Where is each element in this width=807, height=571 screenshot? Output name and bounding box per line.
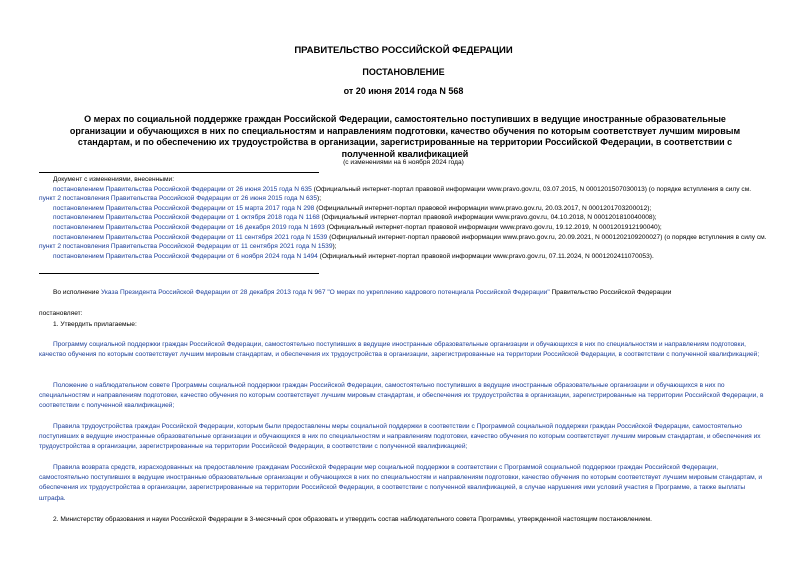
change-link[interactable]: постановлением Правительства Российской Федерации от 15 марта 2017 года N 298 bbox=[53, 204, 315, 212]
change-item bbox=[39, 213, 769, 223]
approved-regulation bbox=[39, 381, 769, 412]
change-text: (Официальный интернет-портал правовой информации www.pravo.gov.ru, 20.03.2017, N 0001201703200012); bbox=[314, 204, 652, 212]
approved-employment-rules bbox=[39, 422, 769, 453]
change-link[interactable]: постановлением Правительства Российской Федерации от 1 октября 2018 года N 1168 bbox=[53, 214, 320, 222]
change-link-secondary[interactable]: пункт 2 постановления Правительства Российской Федерации от 26 июня 2015 года N 635 bbox=[39, 195, 318, 203]
approved-program bbox=[39, 340, 769, 360]
change-item bbox=[39, 233, 769, 252]
change-link-secondary[interactable]: пункт 2 постановления Правительства Российской Федерации от 11 сентября 2021 года N 1539 bbox=[39, 243, 333, 251]
change-item bbox=[39, 252, 769, 262]
point-2-wrapper bbox=[39, 515, 769, 525]
change-tail: ); bbox=[317, 195, 322, 203]
change-item bbox=[39, 204, 769, 214]
bottom-divider bbox=[39, 273, 319, 274]
change-item bbox=[39, 185, 769, 204]
doc-type-heading: ПОСТАНОВЛЕНИЕ bbox=[362, 67, 445, 77]
change-text: (Официальный интернет-портал правовой информации www.pravo.gov.ru, 20.09.2021, N 0001202109200027) (о порядке вступления в силу см. bbox=[327, 233, 767, 241]
preamble bbox=[39, 288, 769, 298]
preamble-prefix: Во исполнение bbox=[53, 289, 101, 296]
approved-program-link[interactable]: Программу социальной поддержки граждан Российской Федерации, самостоятельно поступивших в ведущие иностранные образовательные организации и обучающихся в них по специальностям и направлениям подготовки, качество обучения по которым соответствует лучшим мировым стандартам, и обеспечения их трудоустройства в организации, зарегистрированные на территории Российской Федерации, в соответствии с полученной квалификацией; bbox=[39, 341, 760, 359]
change-text: (Официальный интернет-портал правовой информации www.pravo.gov.ru, 07.11.2024, N 0001202411070053). bbox=[317, 252, 654, 260]
approved-employment-rules-link[interactable]: Правила трудоустройства граждан Российской Федерации, которым были предоставлены меры социальной поддержки в соответствии с Программой социальной поддержки граждан Российской Федерации, самостоятельно поступивших в ведущие иностранные образовательные организации и обучающихся в них по специальностям и направлениям подготовки, качество обучения по которым соответствует лучшим мировым стандартам, и обеспечения их трудоустройства в организации, зарегистрированные на территории Российской Федерации, в соответствии с полученной квалификацией; bbox=[39, 423, 761, 451]
decree-link[interactable]: Указа Президента Российской Федерации от 28 декабря 2013 года N 967 "О мерах по укреплению кадрового потенциала Российской Федерации" bbox=[100, 289, 550, 296]
amendment-note: (с изменениями на 6 ноября 2024 года) bbox=[343, 159, 464, 166]
point-1: 1. Утвердить прилагаемые: bbox=[53, 321, 137, 328]
resolves-text: постановляет: bbox=[39, 310, 83, 317]
approved-refund-rules bbox=[39, 463, 769, 504]
government-heading: ПРАВИТЕЛЬСТВО РОССИЙСКОЙ ФЕДЕРАЦИИ bbox=[294, 45, 513, 56]
changes-heading: Документ с изменениями, внесенными: bbox=[53, 176, 175, 183]
point-2: 2. Министерству образования и науки Российской Федерации в 3-месячный срок образовать и утвердить состав наблюдательного совета Программы, утвержденной настоящим постановлением. bbox=[53, 516, 652, 523]
change-tail: ); bbox=[332, 243, 337, 251]
top-divider bbox=[39, 172, 319, 173]
change-text: (Официальный интернет-портал правовой информации www.pravo.gov.ru, 04.10.2018, N 0001201810040008); bbox=[319, 214, 657, 222]
date-number-heading: от 20 июня 2014 года N 568 bbox=[343, 86, 464, 96]
change-text: (Официальный интернет-портал правовой информации www.pravo.gov.ru, 03.07.2015, N 0001201507030013) (о порядке вступления в силу см. bbox=[311, 185, 752, 193]
change-link[interactable]: постановлением Правительства Российской Федерации от 11 сентября 2021 года N 1539 bbox=[53, 233, 328, 241]
point-1-wrapper bbox=[39, 320, 769, 330]
approved-refund-rules-link[interactable]: Правила возврата средств, израсходованных на предоставление гражданам Российской Федерации мер социальной поддержки в соответствии с Программой социальной поддержки граждан Российской Федерации, самостоятельно поступивших в ведущие иностранные образовательные организации и обучающихся в них по специальностям и направлениям подготовки, качество обучения по которым соответствует лучшим мировым стандартам, и обеспечения их трудоустройства в организации, зарегистрированные на территории Российской Федерации, в соответствии с полученной квалификацией, в случае нарушения ими условий участия в Программе, а также выплаты штрафа. bbox=[39, 464, 763, 502]
changes-block bbox=[39, 175, 769, 261]
change-link[interactable]: постановлением Правительства Российской Федерации от 16 декабря 2019 года N 1693 bbox=[53, 223, 325, 231]
change-link[interactable]: постановлением Правительства Российской Федерации от 26 июня 2015 года N 635 bbox=[53, 185, 312, 193]
document-title: О мерах по социальной поддержке граждан Российской Федерации, самостоятельно поступивших в ведущие иностранные образовательные организации и обучающихся в них по специальностям и направлениям подготовки, качество обучения по которым соответствует лучшим мировым стандартам, и по обеспечению их трудоустройства в организации, зарегистрированные на территории Российской Федерации, в соответствии с полученной квалификацией bbox=[69, 114, 741, 159]
change-text: (Официальный интернет-портал правовой информации www.pravo.gov.ru, 19.12.2019, N 0001201912190040); bbox=[324, 223, 662, 231]
change-link[interactable]: постановлением Правительства Российской Федерации от 6 ноября 2024 года N 1494 bbox=[53, 252, 318, 260]
change-item bbox=[39, 223, 769, 233]
approved-regulation-link[interactable]: Положение о наблюдательном совете Программы социальной поддержки граждан Российской Федерации, самостоятельно поступивших в ведущие иностранные образовательные организации и обучающихся в них по специальностям и направлениям подготовки, качество обучения по которым соответствует лучшим мировым стандартам, и обеспечения их трудоустройства в организации, зарегистрированные на территории Российской Федерации, в соответствии с полученной квалификацией; bbox=[39, 382, 764, 410]
preamble-suffix: Правительство Российской Федерации bbox=[549, 289, 672, 296]
